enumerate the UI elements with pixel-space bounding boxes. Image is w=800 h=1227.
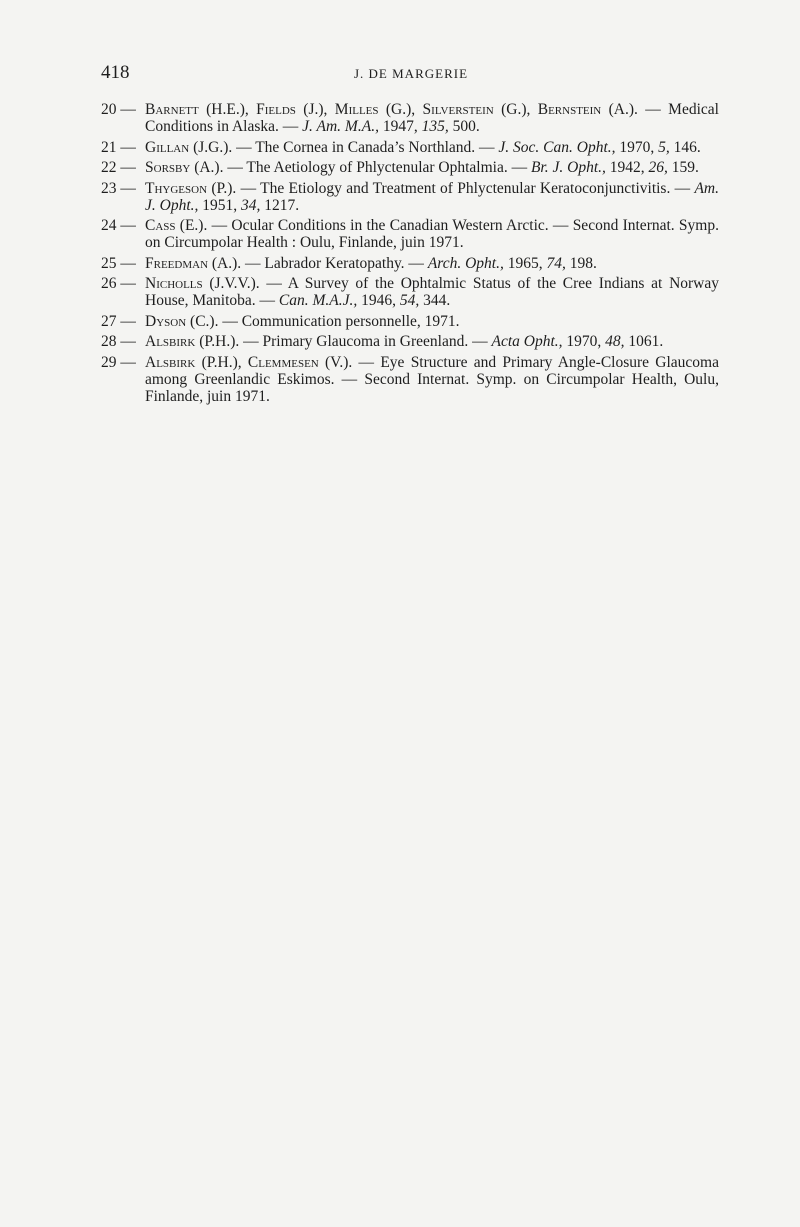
- reference-item: [101, 139, 719, 156]
- citation-italic: Can. M.A.J.,: [278, 292, 358, 309]
- citation-text: 1061.: [624, 333, 664, 350]
- reference-text: [145, 354, 719, 405]
- citation-text: (H.E.),: [198, 101, 257, 118]
- reference-list: [101, 101, 719, 408]
- reference-number: 23 —: [101, 179, 136, 197]
- citation-italic: J. Am. M.A.,: [302, 118, 379, 135]
- reference-item: [101, 255, 719, 272]
- author-name: Milles: [334, 101, 379, 118]
- citation-italic: 74,: [546, 254, 566, 272]
- citation-text: 344.: [419, 292, 451, 309]
- citation-text: (E.). — Ocular Conditions in the Canadian Western Arctic. — Second Internat. Symp. on Circumpolar Health : Oulu, Finlande, juin 1971.: [145, 217, 719, 251]
- page-number: 418: [101, 62, 130, 83]
- citation-text: (P.). — The Etiology and Treatment of Phlyctenular Keratoconjunctivitis. —: [207, 179, 695, 197]
- citation-text: (J.),: [295, 101, 335, 118]
- citation-italic: 5,: [658, 138, 670, 156]
- author-name: Sorsby: [145, 159, 191, 176]
- reference-item: [101, 180, 719, 214]
- reference-text: [145, 139, 719, 156]
- page-header: [101, 62, 721, 86]
- citation-text: (J.G.). — The Cornea in Canada’s Northland. —: [189, 138, 499, 156]
- reference-item: [101, 101, 719, 135]
- citation-italic: 26,: [648, 159, 668, 176]
- citation-text: 1970,: [562, 333, 606, 350]
- citation-text: (A.). — The Aetiology of Phlyctenular Ophtalmia. —: [190, 159, 531, 176]
- reference-number: 28 —: [101, 333, 136, 350]
- reference-text: [145, 255, 719, 272]
- citation-text: (A.). — Labrador Keratopathy. —: [208, 254, 428, 272]
- citation-text: 1965,: [503, 254, 547, 272]
- citation-text: (G.),: [493, 101, 538, 118]
- reference-number: 29 —: [101, 353, 136, 371]
- author-name: Freedman: [145, 254, 209, 272]
- reference-text: [145, 313, 719, 330]
- author-name: Cass: [145, 217, 176, 234]
- author-name: Silverstein: [422, 101, 494, 118]
- citation-text: 500.: [448, 118, 480, 135]
- citation-italic: 34,: [241, 196, 261, 214]
- running-head: J. DE MARGERIE: [353, 66, 469, 81]
- citation-text: 1951,: [198, 196, 242, 214]
- author-name: Gillan: [145, 138, 190, 156]
- author-name: Nicholls: [145, 275, 203, 292]
- author-name: Dyson: [145, 312, 187, 330]
- reference-number: 21 —: [101, 138, 136, 156]
- citation-text: 1942,: [605, 159, 649, 176]
- reference-item: [101, 217, 719, 251]
- reference-text: [145, 159, 719, 176]
- reference-item: [101, 159, 719, 176]
- author-name: Fields: [256, 101, 296, 118]
- citation-italic: Am. J. Opht.,: [145, 179, 719, 214]
- citation-text: 1947,: [378, 118, 422, 135]
- reference-number: 24 —: [101, 217, 136, 234]
- author-name: Barnett: [145, 101, 199, 118]
- reference-text: [145, 217, 719, 251]
- citation-italic: Arch. Opht.,: [427, 254, 504, 272]
- reference-item: [101, 275, 719, 309]
- citation-text: (J.V.V.). — A Survey of the Ophtalmic Status of the Cree Indians at Norway House, Manitoba. —: [145, 275, 719, 309]
- citation-italic: 135,: [421, 118, 449, 135]
- reference-item: [101, 313, 719, 330]
- author-name: Alsbirk: [145, 353, 196, 371]
- citation-italic: 48,: [605, 333, 625, 350]
- citation-text: (P.H.),: [195, 353, 248, 371]
- citation-text: 1970,: [615, 138, 659, 156]
- reference-number: 26 —: [101, 275, 136, 292]
- citation-italic: J. Soc. Can. Opht.,: [498, 138, 616, 156]
- citation-text: (A.). — Medical Conditions in Alaska. —: [145, 101, 719, 135]
- citation-italic: Br. J. Opht.,: [530, 159, 606, 176]
- citation-text: 146.: [669, 138, 701, 156]
- reference-number: 22 —: [101, 159, 136, 176]
- citation-text: 198.: [565, 254, 597, 272]
- citation-text: (C.). — Communication personnelle, 1971.: [186, 312, 460, 330]
- citation-italic: Acta Opht.,: [491, 333, 563, 350]
- citation-text: (P.H.). — Primary Glaucoma in Greenland. —: [195, 333, 492, 350]
- citation-italic: 54,: [399, 292, 420, 309]
- reference-number: 20 —: [101, 101, 136, 118]
- reference-number: 27 —: [101, 312, 136, 330]
- citation-text: 1946,: [357, 292, 400, 309]
- reference-text: [145, 275, 719, 309]
- author-name: Alsbirk: [145, 333, 196, 350]
- citation-text: (V.). — Eye Structure and Primary Angle-Closure Glaucoma among Greenlandic Eskimos. — Second Internat. Symp. on Circumpolar Health, Oulu, Finlande, juin 1971.: [145, 353, 719, 405]
- citation-text: (G.),: [378, 101, 423, 118]
- author-name: Clemmesen: [247, 353, 319, 371]
- author-name: Thygeson: [145, 179, 208, 197]
- citation-text: 159.: [667, 159, 699, 176]
- reference-text: [145, 180, 719, 214]
- reference-text: [145, 101, 719, 135]
- reference-text: [145, 333, 719, 350]
- author-name: Bernstein: [537, 101, 602, 118]
- citation-text: 1217.: [260, 196, 300, 214]
- reference-item: [101, 333, 719, 350]
- reference-item: [101, 354, 719, 405]
- reference-number: 25 —: [101, 254, 136, 272]
